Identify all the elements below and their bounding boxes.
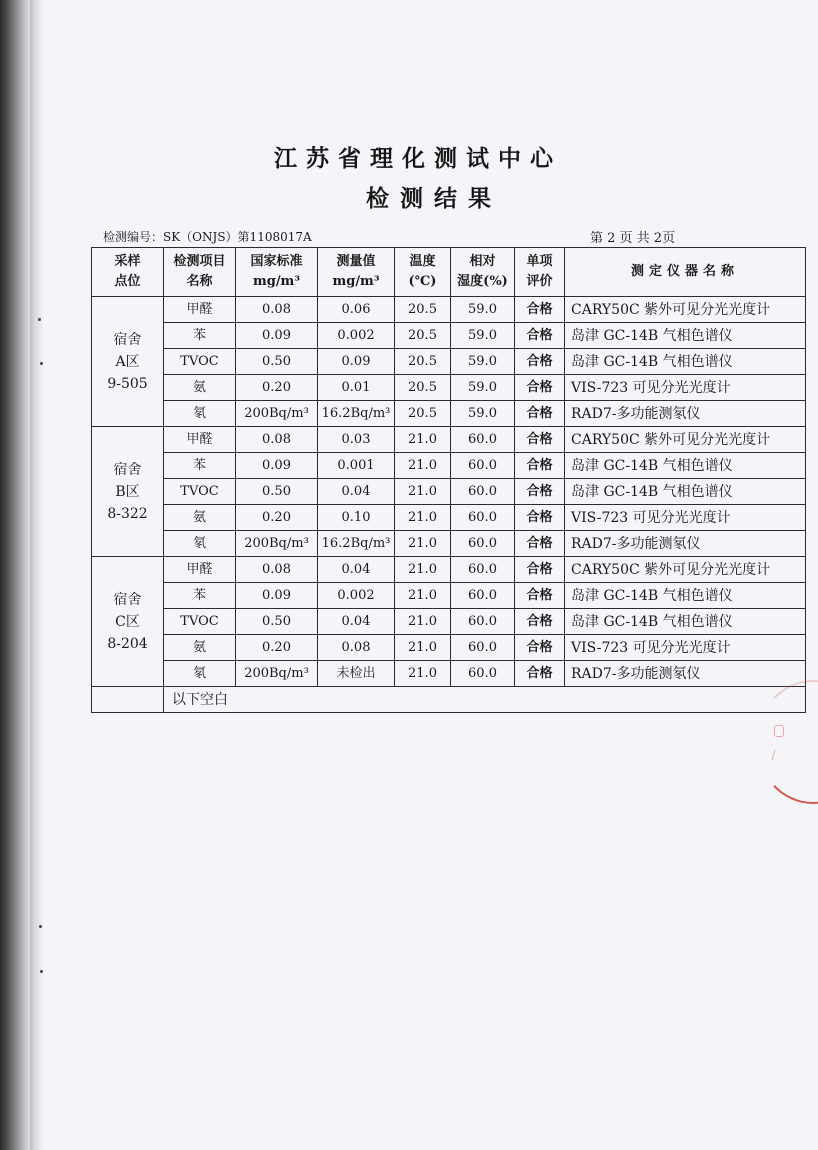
table-row — [92, 609, 806, 635]
cell-humidity: 59.0 — [451, 323, 515, 349]
cell-site: 宿舍 A区 9-505 — [92, 297, 164, 427]
cell-measured: 0.01 — [318, 375, 395, 401]
header-evaluation: 单项 评价 — [515, 248, 565, 297]
cell-instrument: 岛津 GC-14B 气相色谱仪 — [565, 583, 806, 609]
table-row — [92, 375, 806, 401]
cell-standard: 0.20 — [236, 635, 318, 661]
cell-instrument: RAD7-多功能测氡仪 — [565, 531, 806, 557]
table-row — [92, 401, 806, 427]
cell-evaluation: 合格 — [515, 375, 565, 401]
table-row — [92, 557, 806, 583]
cell-item: TVOC — [164, 479, 236, 505]
cell-instrument: 岛津 GC-14B 气相色谱仪 — [565, 323, 806, 349]
cell-evaluation: 合格 — [515, 661, 565, 687]
cell-item: 氨 — [164, 375, 236, 401]
table-row — [92, 505, 806, 531]
cell-humidity: 60.0 — [451, 505, 515, 531]
cell-temperature: 20.5 — [395, 375, 451, 401]
cell-temperature: 21.0 — [395, 609, 451, 635]
cell-item: 甲醛 — [164, 427, 236, 453]
cell-item: 甲醛 — [164, 557, 236, 583]
cell-standard: 0.50 — [236, 609, 318, 635]
cell-measured: 0.06 — [318, 297, 395, 323]
cell-evaluation: 合格 — [515, 609, 565, 635]
cell-measured: 0.002 — [318, 583, 395, 609]
cell-humidity: 60.0 — [451, 479, 515, 505]
scan-speck — [38, 318, 41, 321]
cell-standard: 0.50 — [236, 349, 318, 375]
cell-measured: 未检出 — [318, 661, 395, 687]
cell-standard: 0.20 — [236, 375, 318, 401]
cell-humidity: 59.0 — [451, 297, 515, 323]
cell-empty — [92, 687, 164, 713]
cell-evaluation: 合格 — [515, 635, 565, 661]
cell-item: 甲醛 — [164, 297, 236, 323]
cell-humidity: 60.0 — [451, 557, 515, 583]
results-table — [91, 247, 806, 713]
cell-item: 氨 — [164, 505, 236, 531]
cell-item: 氡 — [164, 531, 236, 557]
table-row — [92, 583, 806, 609]
cell-instrument: 岛津 GC-14B 气相色谱仪 — [565, 453, 806, 479]
header-item: 检测项目 名称 — [164, 248, 236, 297]
cell-standard: 0.50 — [236, 479, 318, 505]
table-row — [92, 661, 806, 687]
cell-humidity: 59.0 — [451, 349, 515, 375]
cell-temperature: 20.5 — [395, 349, 451, 375]
blank-below-note: 以下空白 — [164, 687, 806, 713]
cell-humidity: 60.0 — [451, 609, 515, 635]
cell-evaluation: 合格 — [515, 427, 565, 453]
document-subtitle: 检测结果 — [366, 185, 502, 212]
header-humidity: 相对 湿度(%) — [451, 248, 515, 297]
cell-temperature: 21.0 — [395, 583, 451, 609]
cell-measured: 0.09 — [318, 349, 395, 375]
cell-instrument: 岛津 GC-14B 气相色谱仪 — [565, 479, 806, 505]
cell-site: 宿舍 B区 8-322 — [92, 427, 164, 557]
cell-measured: 0.10 — [318, 505, 395, 531]
cell-temperature: 21.0 — [395, 427, 451, 453]
footer-row — [92, 687, 806, 713]
cell-humidity: 60.0 — [451, 635, 515, 661]
cell-temperature: 21.0 — [395, 635, 451, 661]
cell-item: TVOC — [164, 349, 236, 375]
table-row — [92, 479, 806, 505]
cell-instrument: VIS-723 可见分光光度计 — [565, 635, 806, 661]
cell-item: 氡 — [164, 401, 236, 427]
table-row — [92, 531, 806, 557]
results-table-body — [92, 248, 806, 713]
cell-instrument: RAD7-多功能测氡仪 — [565, 661, 806, 687]
cell-standard: 200Bq/m³ — [236, 401, 318, 427]
cell-instrument: CARY50C 紫外可见分光光度计 — [565, 297, 806, 323]
cell-evaluation: 合格 — [515, 323, 565, 349]
cell-measured: 0.03 — [318, 427, 395, 453]
cell-temperature: 21.0 — [395, 531, 451, 557]
cell-measured: 0.002 — [318, 323, 395, 349]
cell-instrument: CARY50C 紫外可见分光光度计 — [565, 557, 806, 583]
cell-site: 宿舍 C区 8-204 — [92, 557, 164, 687]
cell-humidity: 60.0 — [451, 427, 515, 453]
cell-evaluation: 合格 — [515, 297, 565, 323]
cell-measured: 0.04 — [318, 609, 395, 635]
cell-item: 苯 — [164, 453, 236, 479]
cell-item: 苯 — [164, 583, 236, 609]
header-temperature: 温度 (℃) — [395, 248, 451, 297]
cell-measured: 0.08 — [318, 635, 395, 661]
cell-evaluation: 合格 — [515, 505, 565, 531]
cell-measured: 0.04 — [318, 557, 395, 583]
cell-temperature: 20.5 — [395, 401, 451, 427]
cell-evaluation: 合格 — [515, 583, 565, 609]
cell-evaluation: 合格 — [515, 531, 565, 557]
cell-standard: 0.09 — [236, 323, 318, 349]
cell-temperature: 21.0 — [395, 505, 451, 531]
cell-temperature: 21.0 — [395, 661, 451, 687]
cell-instrument: 岛津 GC-14B 气相色谱仪 — [565, 349, 806, 375]
cell-temperature: 20.5 — [395, 297, 451, 323]
scan-speck — [39, 925, 42, 928]
header-row — [92, 248, 806, 297]
cell-humidity: 60.0 — [451, 453, 515, 479]
cell-standard: 200Bq/m³ — [236, 531, 318, 557]
header-standard: 国家标准 mg/m³ — [236, 248, 318, 297]
table-row — [92, 427, 806, 453]
cell-item: 氡 — [164, 661, 236, 687]
cell-evaluation: 合格 — [515, 479, 565, 505]
table-row — [92, 323, 806, 349]
cell-humidity: 60.0 — [451, 661, 515, 687]
cell-measured: 16.2Bq/m³ — [318, 531, 395, 557]
report-number: 检测编号：SK（ONJS）第1108017A — [103, 230, 312, 244]
cell-item: 苯 — [164, 323, 236, 349]
table-row — [92, 297, 806, 323]
cell-item: 氨 — [164, 635, 236, 661]
table-row — [92, 453, 806, 479]
cell-measured: 0.001 — [318, 453, 395, 479]
cell-measured: 0.04 — [318, 479, 395, 505]
cell-humidity: 60.0 — [451, 583, 515, 609]
cell-humidity: 59.0 — [451, 375, 515, 401]
header-site: 采样 点位 — [92, 248, 164, 297]
header-measured: 测量值 mg/m³ — [318, 248, 395, 297]
cell-standard: 0.09 — [236, 453, 318, 479]
cell-instrument: RAD7-多功能测氡仪 — [565, 401, 806, 427]
header-instrument: 测定仪器名称 — [565, 248, 806, 297]
cell-temperature: 21.0 — [395, 557, 451, 583]
page-indicator: 第 2 页 共 2页 — [590, 231, 676, 246]
cell-instrument: CARY50C 紫外可见分光光度计 — [565, 427, 806, 453]
cell-standard: 0.08 — [236, 297, 318, 323]
cell-instrument: VIS-723 可见分光光度计 — [565, 375, 806, 401]
cell-humidity: 60.0 — [451, 531, 515, 557]
cell-standard: 200Bq/m³ — [236, 661, 318, 687]
cell-evaluation: 合格 — [515, 453, 565, 479]
cell-humidity: 59.0 — [451, 401, 515, 427]
table-row — [92, 349, 806, 375]
institution-title: 江苏省理化测试中心 — [274, 145, 562, 172]
cell-instrument: VIS-723 可见分光光度计 — [565, 505, 806, 531]
scan-speck — [40, 362, 43, 365]
cell-item: TVOC — [164, 609, 236, 635]
scan-speck — [40, 970, 43, 973]
cell-evaluation: 合格 — [515, 401, 565, 427]
cell-standard: 0.20 — [236, 505, 318, 531]
seal-mark — [774, 725, 784, 737]
table-row — [92, 635, 806, 661]
cell-standard: 0.08 — [236, 557, 318, 583]
cell-evaluation: 合格 — [515, 557, 565, 583]
cell-temperature: 21.0 — [395, 479, 451, 505]
cell-temperature: 21.0 — [395, 453, 451, 479]
cell-measured: 16.2Bq/m³ — [318, 401, 395, 427]
cell-standard: 0.09 — [236, 583, 318, 609]
cell-evaluation: 合格 — [515, 349, 565, 375]
cell-temperature: 20.5 — [395, 323, 451, 349]
cell-standard: 0.08 — [236, 427, 318, 453]
cell-instrument: 岛津 GC-14B 气相色谱仪 — [565, 609, 806, 635]
